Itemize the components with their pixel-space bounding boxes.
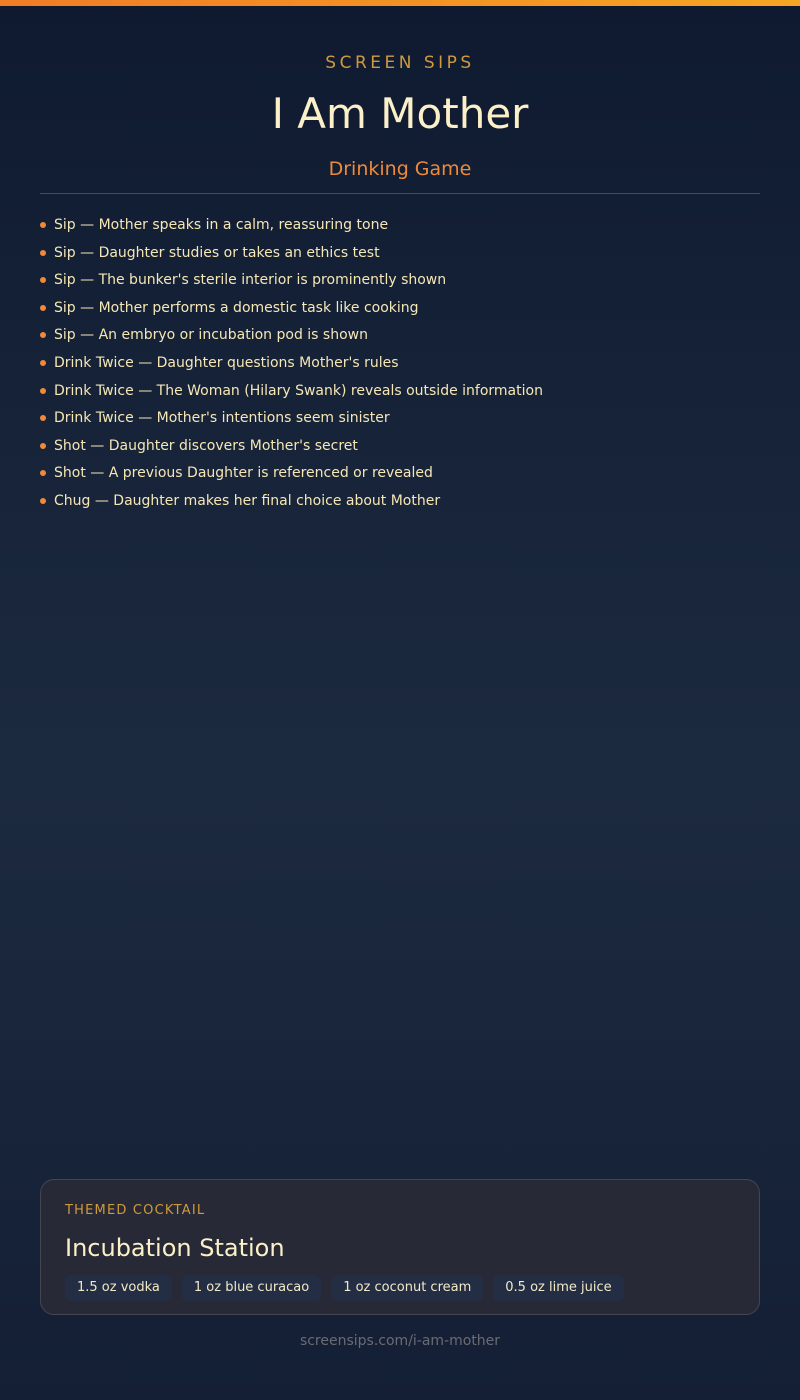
ingredient-chip: 1.5 oz vodka xyxy=(65,1275,172,1301)
page-header xyxy=(0,52,800,181)
ingredient-chip: 1 oz blue curacao xyxy=(182,1275,321,1301)
bullet-dot-icon xyxy=(40,222,46,228)
header-divider xyxy=(40,193,760,194)
rule-item xyxy=(40,295,760,323)
rule-text: Sip — Daughter studies or takes an ethics test xyxy=(54,244,380,261)
bullet-dot-icon xyxy=(40,332,46,338)
top-accent-bar xyxy=(0,0,800,6)
rule-text: Chug — Daughter makes her final choice about Mother xyxy=(54,492,441,509)
page-subtitle: Drinking Game xyxy=(328,158,472,180)
rule-text: Drink Twice — The Woman (Hilary Swank) reveals outside information xyxy=(54,382,543,399)
rule-item xyxy=(40,405,760,433)
rule-item xyxy=(40,488,760,516)
cocktail-label: THEMED COCKTAIL xyxy=(65,1203,206,1218)
rule-item xyxy=(40,240,760,268)
bullet-dot-icon xyxy=(40,305,46,311)
cocktail-name: Incubation Station xyxy=(65,1234,285,1262)
brand-name: SCREEN SIPS xyxy=(325,53,475,73)
rules-list xyxy=(40,212,760,516)
bullet-dot-icon xyxy=(40,470,46,476)
rule-item xyxy=(40,433,760,461)
footer-url: screensips.com/i-am-mother xyxy=(299,1333,501,1349)
rule-text: Drink Twice — Daughter questions Mother's rules xyxy=(54,354,399,371)
rule-item xyxy=(40,322,760,350)
rule-text: Drink Twice — Mother's intentions seem sinister xyxy=(54,410,390,427)
bullet-dot-icon xyxy=(40,443,46,449)
ingredient-list xyxy=(65,1275,735,1301)
page-title: I Am Mother xyxy=(271,89,529,138)
bullet-dot-icon xyxy=(40,277,46,283)
rule-text: Sip — Mother performs a domestic task like cooking xyxy=(54,299,419,316)
ingredient-chip: 1 oz coconut cream xyxy=(331,1275,483,1301)
bullet-dot-icon xyxy=(40,250,46,256)
rule-text: Sip — The bunker's sterile interior is prominently shown xyxy=(54,272,447,289)
rule-text: Sip — Mother speaks in a calm, reassuring tone xyxy=(54,217,389,233)
rule-item xyxy=(40,212,760,240)
bullet-dot-icon xyxy=(40,388,46,394)
rule-item xyxy=(40,378,760,406)
bullet-dot-icon xyxy=(40,415,46,421)
rule-text: Shot — Daughter discovers Mother's secret xyxy=(54,437,358,454)
rule-text: Shot — A previous Daughter is referenced or revealed xyxy=(54,465,433,482)
rule-item xyxy=(40,460,760,488)
cocktail-card xyxy=(40,1179,760,1315)
ingredient-chip: 0.5 oz lime juice xyxy=(493,1275,623,1301)
bullet-dot-icon xyxy=(40,360,46,366)
rule-text: Sip — An embryo or incubation pod is shown xyxy=(54,327,368,344)
bullet-dot-icon xyxy=(40,498,46,504)
rule-item xyxy=(40,350,760,378)
rule-item xyxy=(40,267,760,295)
